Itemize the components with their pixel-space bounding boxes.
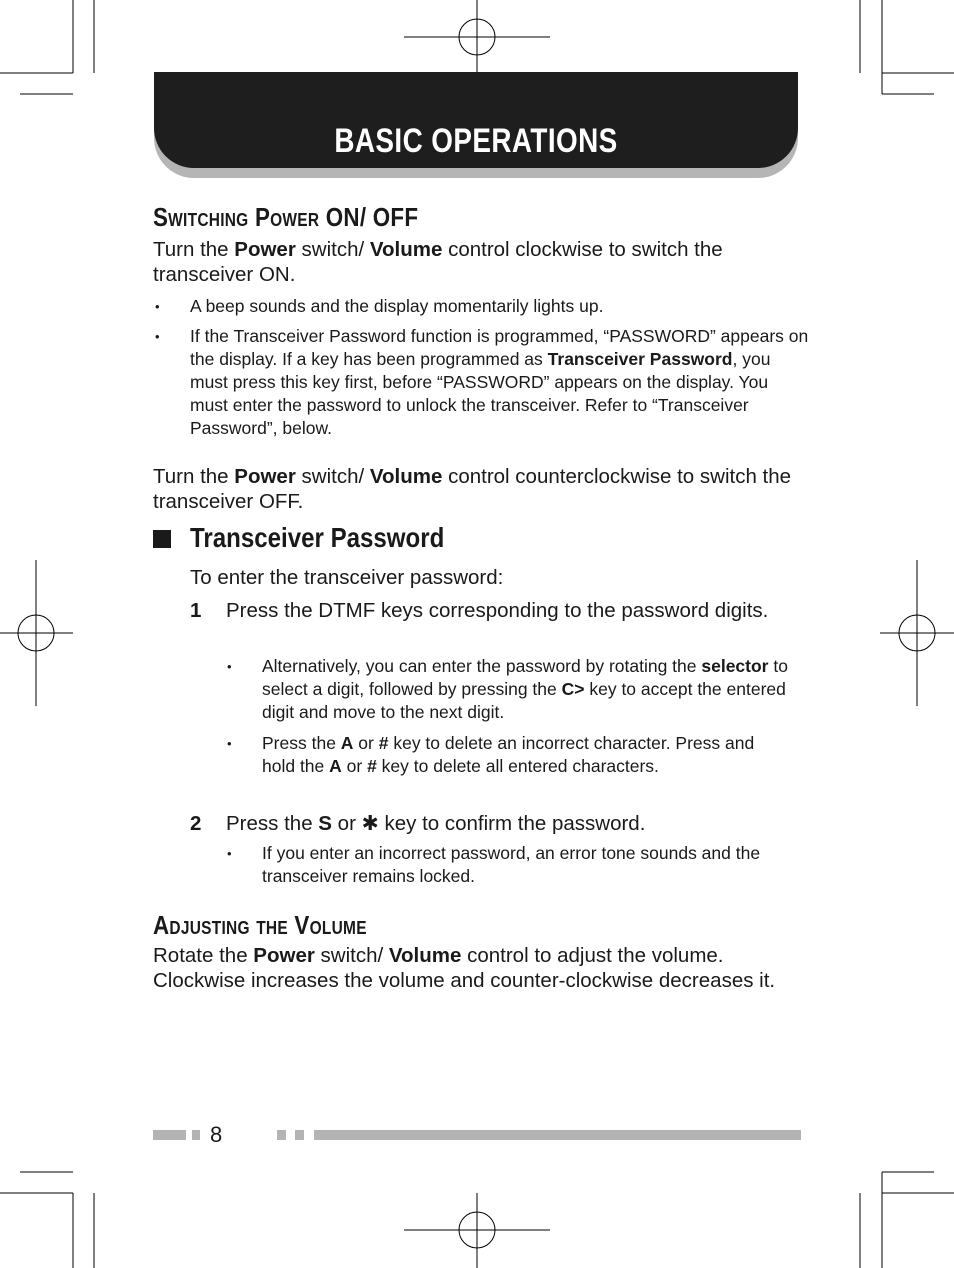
text: Press the	[226, 812, 319, 835]
key-volume: Volume	[388, 944, 462, 967]
subsection-title: Transceiver Password	[190, 522, 445, 553]
text: control counterclockwise to switch the transceiver OFF.	[153, 465, 792, 513]
bullet-text: to select a digit, followed by pressing the	[262, 656, 788, 699]
switching-bullet-1	[155, 295, 810, 318]
key-selector: selector	[701, 656, 769, 676]
bullet-dot: •	[227, 846, 232, 861]
step-text	[226, 811, 786, 836]
text: switch/	[295, 465, 370, 488]
switching-bullet-2	[155, 325, 810, 440]
key-volume: Volume	[369, 238, 443, 261]
password-step-2	[190, 811, 790, 837]
key-a: A	[340, 733, 354, 753]
key-power: Power	[234, 238, 296, 261]
bullet-text: key to delete all entered characters.	[376, 756, 659, 776]
key-hash: #	[378, 733, 389, 753]
bullet-text: key to delete an incorrect character. Press and hold the	[262, 733, 755, 776]
step1-bullet-1	[227, 655, 802, 724]
text: or	[331, 812, 362, 835]
asterisk-key-icon: ✱	[361, 812, 379, 835]
bullet-dot: •	[155, 329, 160, 344]
step2-bullet-1	[227, 842, 792, 888]
text: key to confirm the password.	[378, 812, 646, 835]
text: switch/	[295, 238, 370, 261]
footer-bar-left	[153, 1130, 186, 1140]
key-c: C>	[561, 679, 585, 699]
key-power: Power	[234, 465, 296, 488]
switching-paragraph-2	[153, 464, 813, 514]
bullet-text: Press the	[262, 733, 341, 753]
key-hash: #	[367, 756, 377, 776]
chapter-title: BASIC OPERATIONS	[334, 122, 618, 160]
bullet-dot: •	[155, 299, 160, 314]
section-heading-volume: Adjusting the Volume	[153, 910, 367, 940]
footer-bar-small	[192, 1130, 200, 1140]
text: Turn the	[153, 238, 235, 261]
bullet-text: If the Transceiver Password function is programmed, “PASSWORD” appears on the display. If a key has been programmed as	[190, 326, 809, 369]
key-transceiver-password: Transceiver Password	[547, 349, 733, 369]
bullet-text: or	[353, 733, 379, 753]
bullet-dot: •	[227, 659, 232, 674]
bullet-text: A beep sounds and the display momentarily lights up.	[190, 296, 604, 316]
footer-bar-right	[314, 1130, 801, 1140]
bullet-dot: •	[227, 736, 232, 751]
text: control clockwise to switch the transceiver ON.	[153, 238, 723, 286]
key-a: A	[329, 756, 342, 776]
bullet-text: or	[341, 756, 368, 776]
bullet-text: key to accept the entered digit and move to the next digit.	[262, 679, 786, 722]
step-number: 1	[190, 599, 202, 622]
password-intro: To enter the transceiver password:	[190, 566, 504, 589]
step-text: Press the DTMF keys corresponding to the password digits.	[226, 599, 769, 622]
key-s: S	[318, 812, 332, 835]
switching-paragraph-1	[153, 237, 813, 287]
bullet-text: If you enter an incorrect password, an error tone sounds and the transceiver remains locked.	[262, 843, 761, 886]
bullet-text: , you must press this key first, before “PASSWORD” appears on the display. You must enter the password to unlock the transceiver. Refer to “Transceiver Password”, below.	[190, 349, 771, 438]
square-bullet-icon	[153, 530, 171, 548]
key-volume: Volume	[369, 465, 443, 488]
bullet-text: Alternatively, you can enter the password by rotating the	[262, 656, 702, 676]
text: switch/	[314, 944, 389, 967]
step1-bullet-2	[227, 732, 762, 778]
volume-paragraph	[153, 943, 813, 993]
step-number: 2	[190, 812, 202, 835]
text: control to adjust the volume. Clockwise increases the volume and counter-clockwise decreases it.	[153, 944, 776, 992]
page-number: 8	[210, 1122, 223, 1147]
key-power: Power	[253, 944, 315, 967]
password-step-1	[190, 598, 790, 648]
footer-bar-small	[277, 1130, 286, 1140]
section-heading-switching: Switching Power ON/ OFF	[153, 202, 419, 232]
text: Rotate the	[153, 944, 254, 967]
footer-bar-small	[295, 1130, 304, 1140]
chapter-header	[154, 72, 798, 178]
text: Turn the	[153, 465, 235, 488]
